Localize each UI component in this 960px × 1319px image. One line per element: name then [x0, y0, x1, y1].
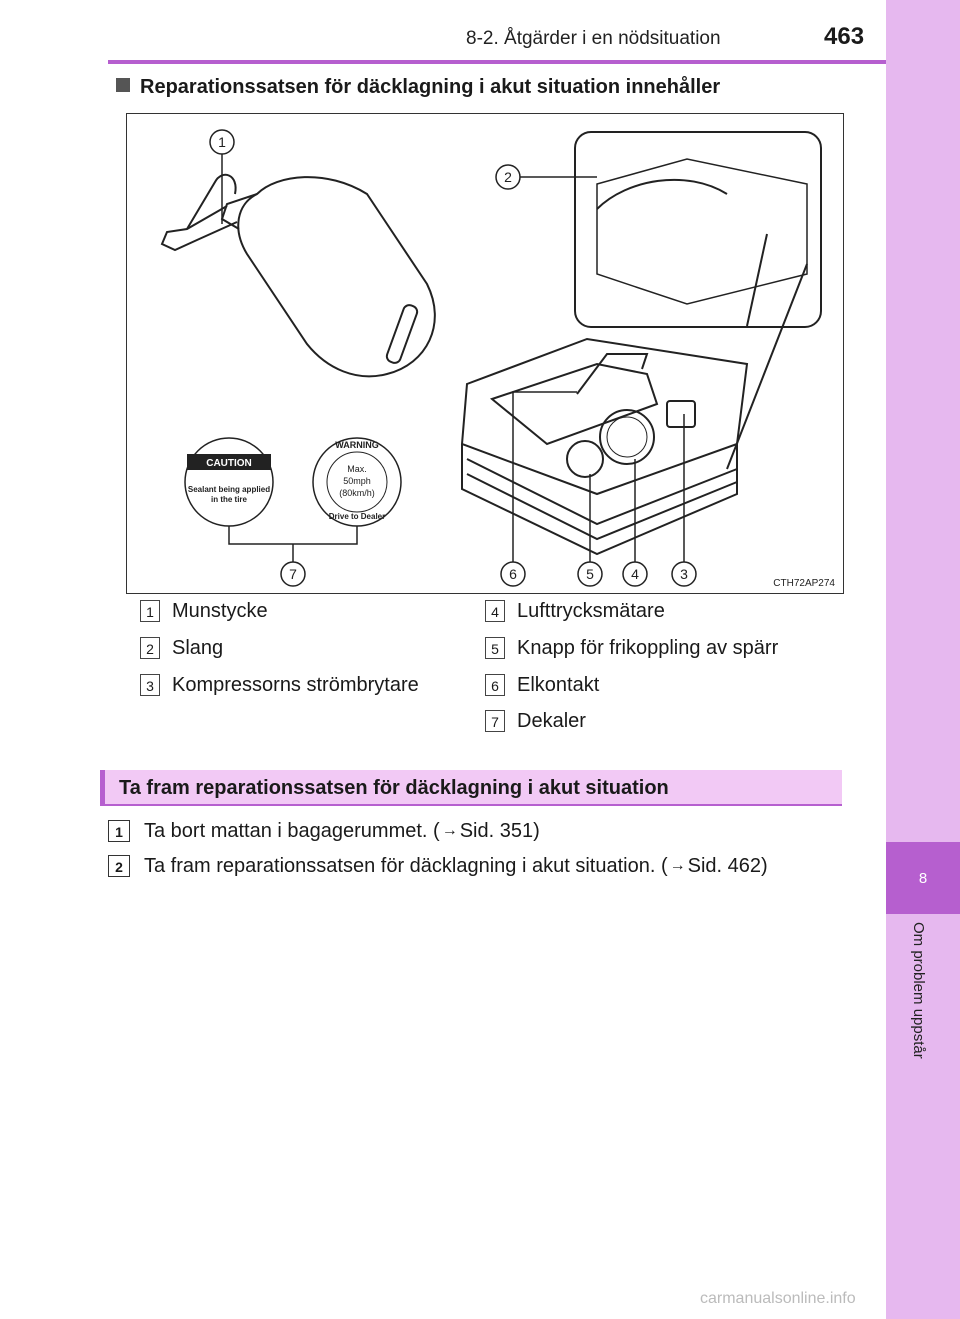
- legend-number: 5: [485, 637, 505, 659]
- bottle-clip: [385, 303, 419, 364]
- legend-item: [140, 598, 268, 624]
- header-rule: [108, 60, 886, 64]
- legend-label: Munstycke: [172, 599, 268, 622]
- nozzle-strap: [187, 175, 236, 229]
- legend-label: Elkontakt: [517, 673, 600, 696]
- chapter-number: 8: [918, 869, 928, 887]
- page-header-title: 8-2. Åtgärder i en nödsituation: [466, 28, 721, 49]
- section-heading: [116, 76, 720, 99]
- gauge-dial: [607, 417, 647, 457]
- power-switch: [667, 401, 695, 427]
- legend-item: [485, 708, 586, 734]
- svg-text:Max.: Max.: [347, 464, 367, 474]
- svg-text:(80km/h): (80km/h): [339, 488, 375, 498]
- arrow-right-icon: →: [669, 857, 686, 874]
- release-button: [567, 441, 603, 477]
- callout-4: 4: [631, 566, 639, 582]
- compressor-panel: [492, 364, 657, 444]
- svg-text:Drive to Dealer: Drive to Dealer: [328, 512, 386, 521]
- nozzle: [162, 206, 237, 250]
- subsection-heading: Ta fram reparationssatsen för däcklagning i akut situation: [100, 770, 842, 806]
- svg-text:Sealant being applied: Sealant being applied: [187, 485, 271, 494]
- power-plug: [577, 354, 647, 394]
- warning-sticker: [313, 438, 401, 526]
- legend-item: [485, 598, 665, 624]
- watermark: carmanualsonline.info: [700, 1290, 856, 1307]
- callout-7: 7: [289, 566, 297, 582]
- legend-label: Dekaler: [517, 709, 586, 732]
- callout-6: 6: [509, 566, 517, 582]
- arrow-right-icon: →: [441, 822, 458, 839]
- chapter-number-tab[interactable]: [886, 842, 960, 914]
- legend-item: [485, 672, 599, 698]
- callout-3: 3: [680, 566, 688, 582]
- step-item: [108, 818, 540, 844]
- step-number: 2: [108, 855, 130, 877]
- repair-kit-illustration: [127, 114, 843, 593]
- step-item: [108, 853, 768, 879]
- legend-item: [140, 635, 223, 661]
- svg-text:50mph: 50mph: [343, 476, 371, 486]
- legend-label: Slang: [172, 636, 224, 659]
- chapter-label: Om problem uppstår: [910, 922, 927, 1059]
- legend-item: [140, 672, 419, 698]
- inset-compressor: [597, 159, 807, 304]
- caution-sticker: [185, 438, 273, 526]
- legend-number: 1: [140, 600, 160, 622]
- square-bullet-icon: [116, 78, 130, 92]
- legend-number: 7: [485, 710, 505, 732]
- svg-text:in the tire: in the tire: [210, 495, 248, 504]
- bottle-neck: [222, 194, 257, 229]
- legend-item: [485, 635, 778, 661]
- svg-text:CAUTION: CAUTION: [206, 458, 252, 469]
- legend-number: 3: [140, 674, 160, 696]
- pressure-gauge: [600, 410, 654, 464]
- legend-number: 2: [140, 637, 160, 659]
- page-reference-link[interactable]: Sid. 462): [687, 854, 768, 877]
- step-number: 1: [108, 820, 130, 842]
- legend-number: 4: [485, 600, 505, 622]
- compressor-top: [462, 339, 747, 494]
- legend-label: Knapp för frikoppling av spärr: [517, 636, 779, 659]
- step-text: Ta fram reparationssatsen för däcklagning i akut situation. (: [144, 854, 668, 877]
- inset-pointer-right: [727, 264, 807, 469]
- callout-2: 2: [504, 169, 512, 185]
- compressor-grille-2: [467, 474, 737, 539]
- section-heading-text: Reparationssatsen för däcklagning i akut situation innehåller: [140, 76, 721, 98]
- svg-text:WARNING: WARNING: [335, 440, 379, 450]
- legend-label: Lufttrycksmätare: [517, 599, 665, 622]
- callout-5: 5: [586, 566, 594, 582]
- figure-code: CTH72AP274: [773, 578, 835, 589]
- repair-kit-figure: [126, 113, 844, 594]
- inset-hose: [597, 180, 727, 209]
- legend-number: 6: [485, 674, 505, 696]
- callout-1: 1: [218, 134, 226, 150]
- leader-7-bracket: [229, 526, 357, 544]
- step-text: Ta bort mattan i bagagerummet. (: [144, 819, 440, 842]
- inset-pointer-left: [747, 234, 767, 326]
- legend-label: Kompressorns strömbrytare: [172, 673, 419, 696]
- page-number: 463: [824, 23, 865, 50]
- page-reference-link[interactable]: Sid. 351): [459, 819, 540, 842]
